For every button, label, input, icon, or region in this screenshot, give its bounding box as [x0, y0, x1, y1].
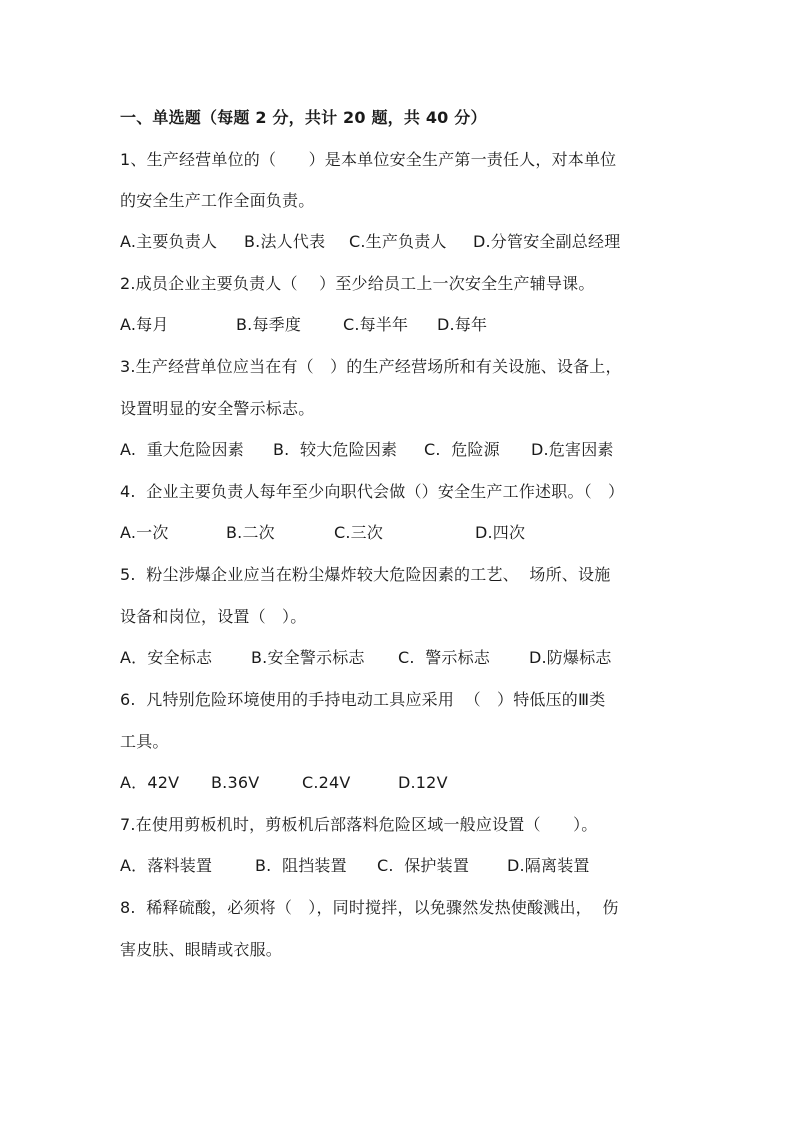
question-3-option-a: A. 重大危险因素 — [120, 440, 244, 459]
question-2-stem-line-1: 2.成员企业主要负责人（ ）至少给员工上一次安全生产辅导课。 — [120, 274, 595, 293]
question-5-stem-line-2: 设备和岗位，设置（ ）。 — [120, 607, 307, 626]
question-7-option-a: A．落料装置 — [120, 856, 213, 875]
question-1-option-a: A.主要负责人 — [120, 232, 218, 251]
question-3-stem-line-1: 3.生产经营单位应当在有（ ）的生产经营场所和有关设施、设备上， — [120, 357, 622, 376]
question-5-option-b: B.安全警示标志 — [251, 648, 365, 667]
question-6-stem-line-2: 工具。 — [120, 732, 169, 751]
question-8-stem-line-2: 害皮肤、眼睛或衣服。 — [120, 940, 283, 959]
question-7-option-c: C. 保护装置 — [377, 856, 470, 875]
question-4-options — [120, 522, 675, 654]
question-5-option-c: C. 警示标志 — [398, 648, 491, 667]
question-6-option-a: A．42V — [120, 773, 180, 792]
question-3-option-d: D.危害因素 — [531, 440, 614, 459]
question-8-stem-line-1: 8. 稀释硫酸，必须将（ ），同时搅拌，以免骤然发热使酸溅出， 伤 — [120, 898, 619, 917]
question-4-stem-line-1: 4. 企业主要负责人每年至少向职代会做（）安全生产工作述职。（ ） — [120, 482, 625, 501]
question-4-option-c: C.三次 — [334, 523, 384, 542]
question-2-option-d: D.每年 — [437, 315, 488, 334]
question-3-option-c: C. 危险源 — [424, 440, 500, 459]
question-1-stem-line-2: 的安全生产工作全面负责。 — [120, 191, 315, 210]
question-7-option-b: B. 阻挡装置 — [255, 856, 347, 875]
question-7-options — [120, 855, 675, 987]
question-6-option-b: B.36V — [211, 773, 260, 792]
question-3-option-b: B. 较大危险因素 — [273, 440, 398, 459]
question-3-stem-line-2: 设置明显的安全警示标志。 — [120, 399, 315, 418]
question-1-option-c: C.生产负责人 — [349, 232, 447, 251]
question-5-option-a: A．安全标志 — [120, 648, 213, 667]
question-2-option-c: C.每半年 — [343, 315, 409, 334]
question-7-stem-line-1: 7.在使用剪板机时，剪板机后部落料危险区域一般应设置（ ）。 — [120, 815, 598, 834]
question-1-option-d: D.分管安全副总经理 — [473, 232, 621, 251]
question-7-option-d: D.隔离装置 — [507, 856, 590, 875]
question-2-options — [120, 314, 675, 446]
section-heading: 一、单选题（每题 2 分，共计 20 题，共 40 分） — [120, 108, 487, 127]
question-5-stem-line-1: 5. 粉尘涉爆企业应当在粉尘爆炸较大危险因素的工艺、 场所、设施 — [120, 565, 611, 584]
question-6-option-c: C.24V — [302, 773, 351, 792]
question-6-stem-line-1: 6. 凡特别危险环境使用的手持电动工具应采用 （ ）特低压的Ⅲ类 — [120, 690, 606, 709]
question-5-options — [120, 647, 675, 779]
question-2-option-b: B.每季度 — [236, 315, 302, 334]
question-4-option-d: D.四次 — [475, 523, 526, 542]
question-1-stem-line-1: 1、生产经营单位的（ ）是本单位安全生产第一责任人，对本单位 — [120, 150, 617, 169]
question-1-option-b: B.法人代表 — [244, 232, 326, 251]
question-6-option-d: D.12V — [398, 773, 448, 792]
question-2-option-a: A.每月 — [120, 315, 169, 334]
question-4-option-a: A.一次 — [120, 523, 169, 542]
question-5-option-d: D.防爆标志 — [529, 648, 612, 667]
question-4-option-b: B.二次 — [226, 523, 275, 542]
